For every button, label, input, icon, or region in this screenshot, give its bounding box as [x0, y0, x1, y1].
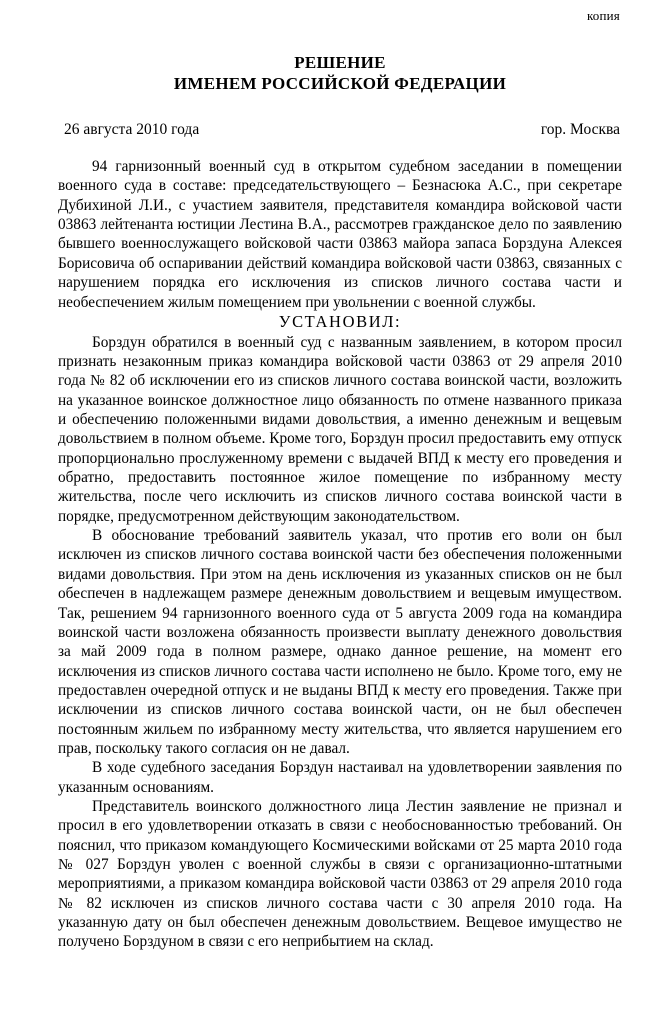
body-paragraph-4: Представитель воинского должностного лица Лестин заявление не признал и просил в его удовлетворении отказать в связи с необоснованностью требований. Он пояснил, что приказом командующего Космическими войсками от 25 марта 2010 года № 027 Борздун уволен с военной службы в связи с организационно-штатными мероприятиями, а приказом командира войсковой части 03863 от 29 апреля 2010 года № 82 исключен из списков личного состава части с 30 апреля 2010 года. На указанную дату он был обеспечен денежным довольствием. Вещевое имущество не получено Борздуном в связи с его неприбытием на склад.: [58, 797, 622, 951]
section-heading-ustanovil: УСТАНОВИЛ:: [278, 311, 402, 331]
document-title: [58, 52, 622, 96]
document-title-line2: ИМЕНЕМ РОССИЙСКОЙ ФЕДЕРАЦИИ: [173, 74, 507, 94]
document-body: [58, 157, 622, 952]
body-paragraph-2: В обоснование требований заявитель указал, что против его воли он был исключен из списков личного состава воинской части без обеспечения положенными видами довольствия. При этом на день исключения из указанных списков он не был обеспечен в надлежащем размере денежным довольствием и вещевым имуществом. Так, решением 94 гарнизонного военного суда от 5 августа 2009 года на командира воинской части возложена обязанность произвести выплату денежного довольствия за май 2009 года в полном размере, однако данное решение, на момент его исключения из списков личного состава части исполнено не было. Кроме того, ему не предоставлен очередной отпуск и не выданы ВПД к месту его проведения. Также при исключении из списков личного состава воинской части, он не был обеспечен постоянным жильем по избранному месту жительства, что является нарушением его прав, поскольку такого согласия он не давал.: [58, 527, 622, 757]
body-paragraph-3: В ходе судебного заседания Борздун настаивал на удовлетворении заявления по указанным основаниям.: [58, 759, 622, 796]
document-title-line1: РЕШЕНИЕ: [294, 52, 386, 72]
date-place-line: [58, 121, 622, 139]
intro-paragraph: 94 гарнизонный военный суд в открытом судебном заседании в помещении военного суда в составе: председательствующего – Безнасюка А.С., при секретаре Дубихиной Л.И., с участием заявителя, представителя командира войсковой части 03863 лейтенанта юстиции Лестина В.А., рассмотрев гражданское дело по заявлению бывшего военнослужащего войсковой части 03863 майора запаса Борздуна Алексея Борисовича об оспаривании действий командира войсковой части 03863, связанных с нарушением порядка его исключения из списков личного состава части и необеспечением жилым помещением при увольнении с военной службы.: [58, 158, 622, 311]
body-paragraph-1: Борздун обратился в военный суд с названным заявлением, в котором просил признать незаконным приказ командира войсковой части 03863 от 29 апреля 2010 года № 82 об исключении его из списков личного состава воинской части, возложить на указанное воинское должностное лицо обязанность по отмене названного приказа и обеспечению положенными видами довольствия, а именно денежным и вещевым довольствием в полном объеме. Кроме того, Борздун просил предоставить ему отпуск пропорционально прослуженному времени с выдачей ВПД к месту его проведения и обратно, предоставить постоянное жилое помещение по избранному месту жительства, после чего исключить из списков личного состава воинской части в порядке, предусмотренном действующим законодательством.: [58, 333, 622, 525]
copy-stamp: копия: [586, 8, 620, 23]
document-place: гор. Москва: [540, 121, 620, 139]
document-date: 26 августа 2010 года: [64, 121, 200, 139]
